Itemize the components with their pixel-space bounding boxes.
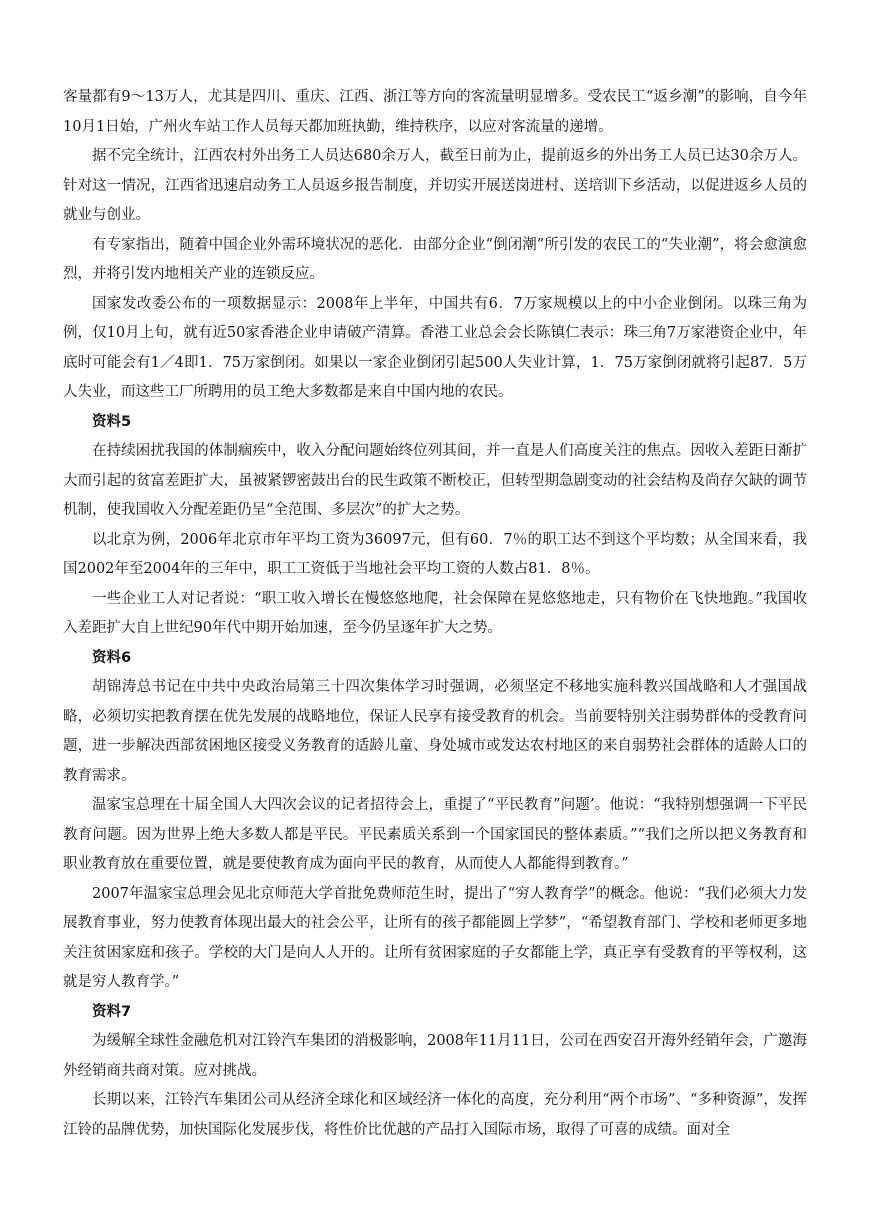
section-heading: 资料7 (92, 1003, 132, 1020)
section-heading: 资料5 (92, 413, 132, 430)
paragraph: 客量都有9～13万人，尤其是四川、重庆、江西、浙江等方向的客流量明显增多。受农民工“返乡潮”的影响，自今年10月1日始，广州火车站工作人员每天都加班执勤，维持秩序，以应对客流量的递增。 (63, 89, 807, 135)
paragraph: 长期以来，江铃汽车集团公司从经济全球化和区域经济一体化的高度，充分利用“两个市场”、“多种资源”，发挥江铃的品牌优势，加快国际化发展步伐，将性价比优越的产品打入国际市场，取得了可喜的成绩。面对全 (63, 1092, 807, 1138)
paragraph: 有专家指出，随着中国企业外需环境状况的恶化．由部分企业“倒闭潮”所引发的农民工的“失业潮”，将会愈演愈烈，并将引发内地相关产业的连锁反应。 (63, 236, 807, 282)
section-heading: 资料6 (92, 649, 132, 666)
paragraph: 一些企业工人对记者说：“职工收入增长在慢悠悠地爬，社会保障在晃悠悠地走，只有物价在飞快地跑。”我国收入差距扩大自上世纪90年代中期开始加速，至今仍呈逐年扩大之势。 (63, 590, 807, 636)
paragraph: 为缓解全球性金融危机对江铃汽车集团的消极影响，2008年11月11日，公司在西安召开海外经销年会，广邀海外经销商共商对策。应对挑战。 (63, 1033, 807, 1079)
paragraph: 温家宝总理在十届全国人大四次会议的记者招待会上，重提了“平民教育”问题’。他说：“我特别想强调一下平民教育问题。因为世界上绝大多数人都是平民。平民素质关系到一个国家国民的整体素质。”“我们之所以把义务教育和职业教育放在重要位置，就是要使教育成为面向平民的教育，从而使人人都能得到教育。” (63, 797, 807, 872)
paragraph: 2007年温家宝总理会见北京师范大学首批免费师范生时，提出了“穷人教育学”的概念。他说：“我们必须大力发展教育事业，努力使教育体现出最大的社会公平，让所有的孩子都能圆上学梦”，“希望教育部门、学校和老师更多地关注贫困家庭和孩子。学校的大门是向人人开的。让所有贫困家庭的子女都能上学，真正享有受教育的平等权利，这就是穷人教育学。” (63, 885, 807, 990)
paragraph: 胡锦涛总书记在中共中央政治局第三十四次集体学习时强调，必须坚定不移地实施科教兴国战略和人才强国战略，必须切实把教育摆在优先发展的战略地位，保证人民享有接受教育的机会。当前要特别关注弱势群体的受教育问题，进一步解决西部贫困地区接受义务教育的适龄儿童、身处城市或发达农村地区的来自弱势社会群体的适龄人口的教育需求。 (63, 679, 807, 784)
paragraph: 国家发改委公布的一项数据显示：2008年上半年，中国共有6．7万家规模以上的中小企业倒闭。以珠三角为例，仅10月上旬，就有近50家香港企业申请破产清算。香港工业总会会长陈镇仁表示：珠三角7万家港资企业中，年底时可能会有1／4即1．75万家倒闭。如果以一家企业倒闭引起500人失业计算，1．75万家倒闭就将引起87．5万人失业，而这些工厂所聘用的员工绝大多数都是来自中国内地的农民。 (63, 295, 807, 400)
paragraph: 以北京为例，2006年北京市年平均工资为36097元，但有60．7％的职工达不到这个平均数；从全国来看，我国2002年至2004年的三年中，职工工资低于当地社会平均工资的人数占81．8％。 (63, 531, 807, 577)
paragraph: 在持续困扰我国的体制痼疾中，收入分配问题始终位列其间，并一直是人们高度关注的焦点。因收入差距日渐扩大而引起的贫富差距扩大，虽被紧锣密鼓出台的民生政策不断校正，但转型期急剧变动的社会结构及尚存欠缺的调节机制，使我国收入分配差距仍呈“全范围、多层次”的扩大之势。 (63, 443, 807, 518)
paragraph: 据不完全统计，江西农村外出务工人员达680余万人，截至日前为止，提前返乡的外出务工人员已达30余万人。针对这一情况，江西省迅速启动务工人员返乡报告制度，并切实开展送岗进村、送培训下乡活动，以促进返乡人员的就业与创业。 (63, 148, 807, 223)
